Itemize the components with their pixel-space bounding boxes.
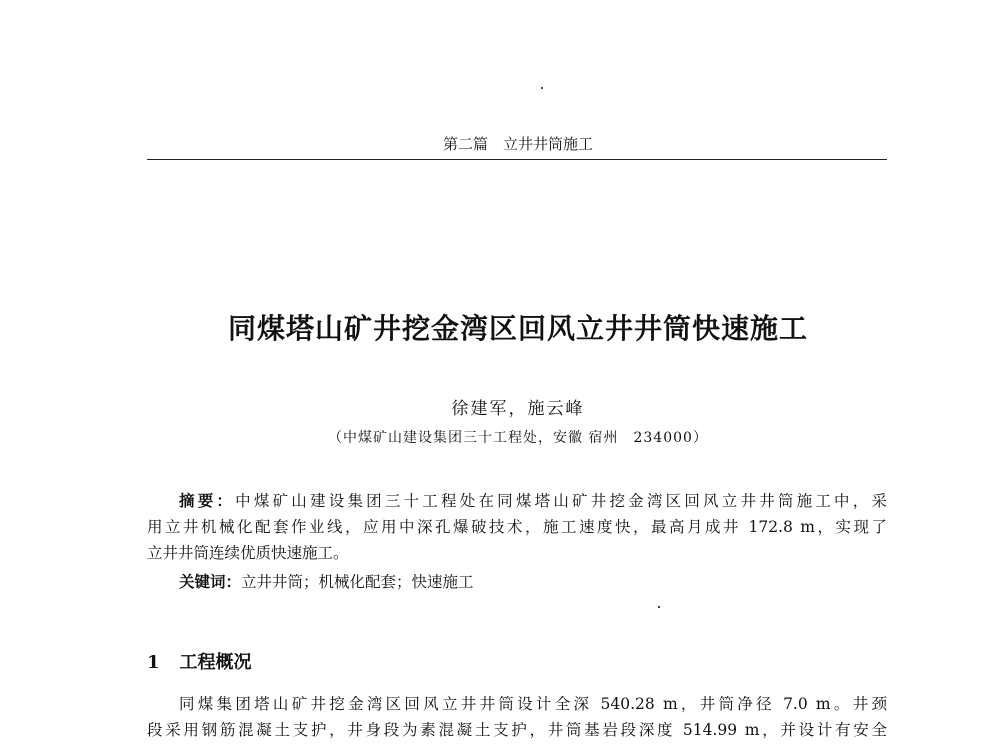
section-heading: 1 工程概况 <box>147 652 252 673</box>
paper-title: 同煤塔山矿井挖金湾区回风立井井筒快速施工 <box>227 312 808 345</box>
abstract-line: 立井井筒连续优质快速施工。 <box>147 544 349 562</box>
authors: 徐建军，施云峰 <box>451 399 585 419</box>
header-rule <box>147 159 887 160</box>
keywords-line <box>179 570 887 592</box>
affiliation: （中煤矿山建设集团三十工程处，安徽 宿州 234000） <box>328 430 708 446</box>
keywords-label: 关键词： <box>179 573 242 591</box>
abstract-line: 摘要：中煤矿山建设集团三十工程处在同煤塔山矿井挖金湾区回风立井井筒施工中，采 <box>179 492 887 510</box>
body-line: 同煤集团塔山矿井挖金湾区回风立井井筒设计全深 540.28 m，井筒净径 7.0 m。井颈 <box>179 695 887 713</box>
scan-speck <box>658 606 660 608</box>
abstract-label: 摘要： <box>179 492 236 510</box>
abstract-line: 用立井机械化配套作业线，应用中深孔爆破技术，施工速度快，最高月成井 172.8 m，实现了 <box>147 518 887 536</box>
body-line: 段采用钢筋混凝土支护，井身段为素混凝土支护，井筒基岩段深度 514.99 m，并设计有安全 <box>147 721 887 739</box>
running-head: 第二篇 立井井筒施工 <box>442 135 593 153</box>
keywords-text: 立井井筒；机械化配套；快速施工 <box>241 573 474 591</box>
scan-speck <box>541 87 543 89</box>
